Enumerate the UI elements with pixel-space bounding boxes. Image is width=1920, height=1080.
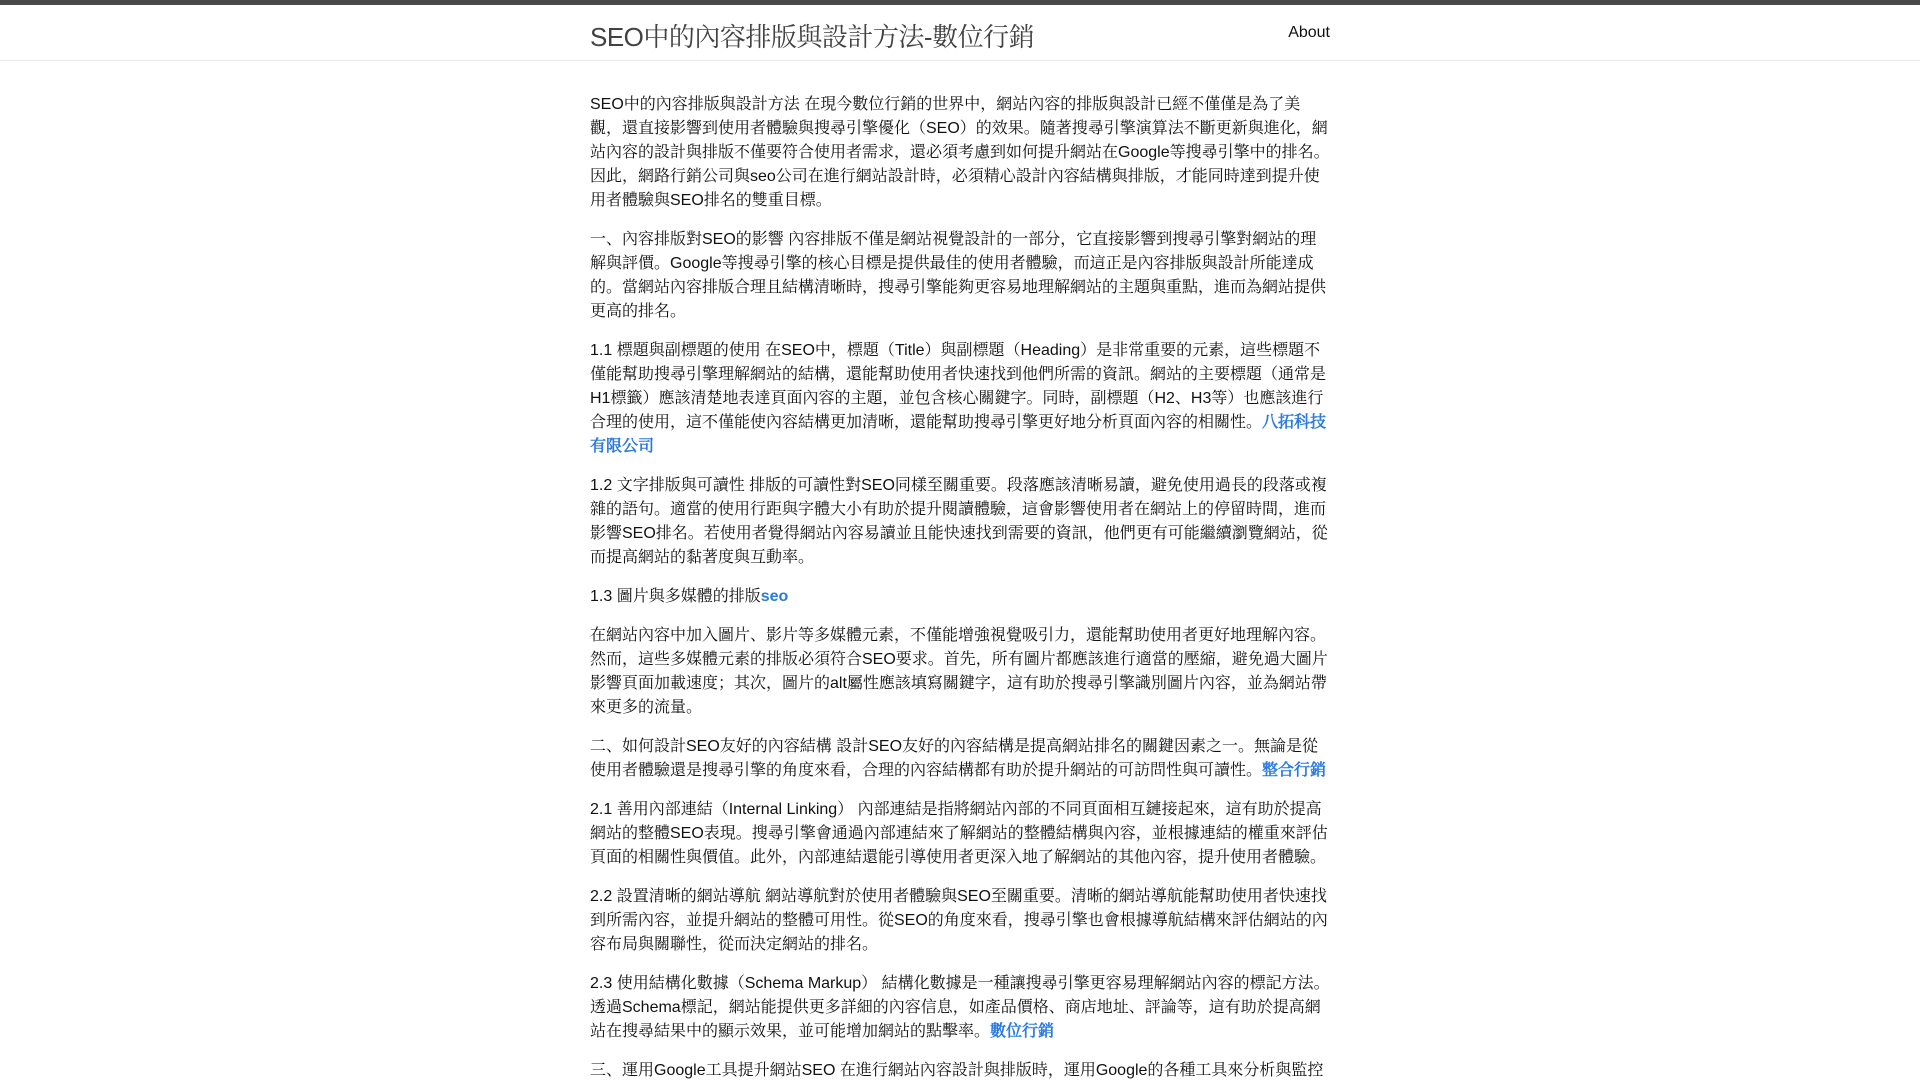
link-digital-marketing[interactable]: 數位行銷 — [990, 1023, 1055, 1040]
paragraph-text: 2.2 設置清晰的網站導航 網站導航對於使用者體驗與SEO至關重要。清晰的網站導航能幫助使用者快速找到所需內容，並提升網站的整體可用性。從SEO的角度來看，搜尋引擎也會根據導航結構來評估網站的內容布局與關聯性，從而決定網站的排名。 — [590, 888, 1328, 953]
paragraph-text: 1.2 文字排版與可讀性 排版的可讀性對SEO同樣至關重要。段落應該清晰易讀，避免使用過長的段落或複雜的語句。適當的使用行距與字體大小有助於提升閱讀體驗，這會影響使用者在網站上的停留時間，進而影響SEO排名。若使用者覺得網站內容易讀並且能快速找到需要的資訊，他們更有可能繼續瀏覽網站，從而提高網站的黏著度與互動率。 — [590, 477, 1328, 566]
paragraph-text: 三、運用Google工具提升網站SEO 在進行網站內容設計與排版時，運用Google的各種工具來分析與監控 — [590, 1062, 1324, 1079]
article-paragraph-intro — [590, 93, 1330, 213]
paragraph-text: 在網站內容中加入圖片、影片等多媒體元素，不僅能增強視覺吸引力，還能幫助使用者更好地理解內容。然而，這些多媒體元素的排版必須符合SEO要求。首先，所有圖片都應該進行適當的壓縮，避免過大圖片影響頁面加載速度；其次，圖片的alt屬性應該填寫關鍵字，這有助於搜尋引擎識別圖片內容，並為網站帶來更多的流量。 — [590, 627, 1328, 716]
article-paragraph-1-2 — [590, 474, 1330, 570]
site-title-link[interactable]: SEO中的內容排版與設計方法-數位行銷 — [590, 22, 1035, 52]
article-paragraph-section-2 — [590, 735, 1330, 783]
paragraph-text: 二、如何設計SEO友好的內容結構 設計SEO友好的內容結構是提高網站排名的關鍵因素之一。無論是從使用者體驗還是搜尋引擎的角度來看，合理的內容結構都有助於提升網站的可訪問性與可讀性。 — [590, 738, 1319, 779]
link-company[interactable]: 八拓科技有限公司 — [590, 414, 1327, 455]
nav-about-link[interactable]: About — [1288, 24, 1330, 41]
paragraph-text: SEO中的內容排版與設計方法 在現今數位行銷的世界中，網站內容的排版與設計已經不僅僅是為了美觀，還直接影響到使用者體驗與搜尋引擎優化（SEO）的效果。隨著搜尋引擎演算法不斷更新與進化，網站內容的設計與排版不僅要符合使用者需求，還必須考慮到如何提升網站在Google等搜尋引擎中的排名。因此，網路行銷公司與seo公司在進行網站設計時，必須精心設計內容結構與排版，才能同時達到提升使用者體驗與SEO排名的雙重目標。 — [590, 96, 1330, 209]
article-paragraph-1-1 — [590, 339, 1330, 459]
paragraph-text: 1.1 標題與副標題的使用 在SEO中，標題（Title）與副標題（Heading）是非常重要的元素，這些標題不僅能幫助搜尋引擎理解網站的結構，還能幫助使用者快速找到他們所需的資訊。網站的主要標題（通常是H1標籤）應該清楚地表達頁面內容的主題，並包含核心關鍵字。同時，副標題（H2、H3等）也應該進行合理的使用，這不僅能使內容結構更加清晰，還能幫助搜尋引擎更好地分析頁面內容的相關性。 — [590, 342, 1327, 431]
article-paragraph-2-1 — [590, 798, 1330, 870]
site-header — [0, 5, 1920, 61]
article-paragraph-2-3 — [590, 972, 1330, 1044]
header-inner — [590, 5, 1330, 60]
article-paragraph-section-3 — [590, 1059, 1330, 1080]
article-paragraph-2-2 — [590, 885, 1330, 957]
paragraph-text: 一、內容排版對SEO的影響 內容排版不僅是網站視覺設計的一部分，它直接影響到搜尋引擎對網站的理解與評價。Google等搜尋引擎的核心目標是提供最佳的使用者體驗，而這正是內容排版與設計所能達成的。當網站內容排版合理且結構清晰時，搜尋引擎能夠更容易地理解網站的主題與重點，進而為網站提供更高的排名。 — [590, 231, 1327, 320]
article-content — [590, 61, 1330, 1080]
article-paragraph-multimedia — [590, 624, 1330, 720]
link-integrated-marketing[interactable]: 整合行銷 — [1262, 762, 1327, 779]
paragraph-text: 2.3 使用結構化數據（Schema Markup） 結構化數據是一種讓搜尋引擎更容易理解網站內容的標記方法。透過Schema標記，網站能提供更多詳細的內容信息，如產品價格、商店地址、評論等，這有助於提高網站在搜尋結果中的顯示效果，並可能增加網站的點擊率。 — [590, 975, 1330, 1040]
link-seo[interactable]: seo — [760, 588, 789, 605]
paragraph-text: 1.3 圖片與多媒體的排版 — [590, 588, 761, 605]
article-paragraph-1-3 — [590, 585, 1330, 609]
article-paragraph-section-1 — [590, 228, 1330, 324]
paragraph-text: 2.1 善用內部連結（Internal Linking） 內部連結是指將網站內部的不同頁面相互鏈接起來，這有助於提高網站的整體SEO表現。搜尋引擎會通過內部連結來了解網站的整體結構與內容，並根據連結的權重來評估頁面的相關性與價值。此外，內部連結還能引導使用者更深入地了解網站的其他內容，提升使用者體驗。 — [590, 801, 1328, 866]
